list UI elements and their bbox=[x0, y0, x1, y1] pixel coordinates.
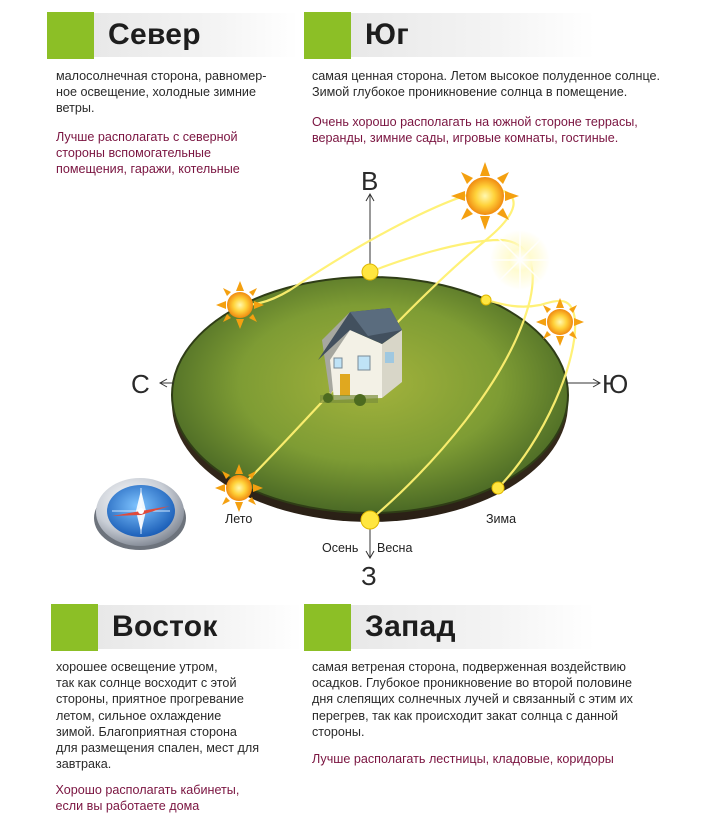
direction-label-right: Ю bbox=[602, 369, 629, 399]
direction-label-top: В bbox=[361, 166, 379, 196]
season-label-summer: Лето bbox=[225, 512, 253, 526]
east-title: Восток bbox=[112, 610, 218, 643]
sun-icon bbox=[536, 298, 584, 346]
accent-square bbox=[51, 604, 98, 651]
east-recommendation: Хорошо располагать кабинеты, если вы работаете дома bbox=[55, 783, 240, 814]
spring-marker bbox=[361, 511, 379, 529]
season-label-autumn: Осень bbox=[322, 541, 359, 555]
title-bar bbox=[98, 605, 302, 649]
north-description: малосолнечная сторона, равномер- ное освещение, холодные зимние ветры. bbox=[56, 69, 267, 116]
zenith-marker bbox=[362, 264, 378, 280]
title-bar bbox=[351, 605, 595, 649]
accent-square bbox=[304, 604, 351, 651]
compass-icon bbox=[94, 478, 186, 550]
west-description: самая ветреная сторона, подверженная воздействию осадков. Глубокое проникновение во второй половине дня слепящих солнечных лучей и связанный с этим их перегрев, так как происходит закат солнца с данной стороны. bbox=[312, 660, 633, 739]
sun-icon bbox=[215, 464, 263, 512]
west-title: Запад bbox=[365, 610, 456, 643]
winter-marker bbox=[492, 482, 504, 494]
south-recommendation: Очень хорошо располагать на южной стороне террасы, веранды, зимние сады, игровые комнаты, гостиные. bbox=[312, 115, 638, 146]
season-label-winter: Зима bbox=[486, 512, 517, 526]
east-description: хорошее освещение утром, так как солнце восходит с этой стороны, приятное прогревание летом, сильное охлаждение зимой. Благоприятная сторона для размещения спален, мест для завтрака. bbox=[56, 660, 260, 772]
sun-icon bbox=[451, 162, 519, 230]
header-west bbox=[304, 602, 595, 652]
south-description: самая ценная сторона. Летом высокое полуденное солнце. Зимой глубокое проникновение солнца в помещение. bbox=[312, 69, 661, 100]
north-recommendation: Лучше располагать с северной стороны вспомогательные помещения, гаражи, котельные bbox=[56, 130, 240, 177]
direction-label-left: С bbox=[131, 369, 150, 399]
north-title: Север bbox=[108, 18, 201, 51]
direction-label-bottom: З bbox=[361, 561, 377, 591]
bright-sun-icon bbox=[486, 226, 554, 294]
winter-noon-marker bbox=[481, 295, 491, 305]
header-east bbox=[51, 602, 302, 652]
west-recommendation: Лучше располагать лестницы, кладовые, коридоры bbox=[312, 752, 614, 766]
sun-icon bbox=[216, 281, 264, 329]
season-label-spring: Весна bbox=[377, 541, 413, 555]
south-title: Юг bbox=[365, 18, 410, 51]
